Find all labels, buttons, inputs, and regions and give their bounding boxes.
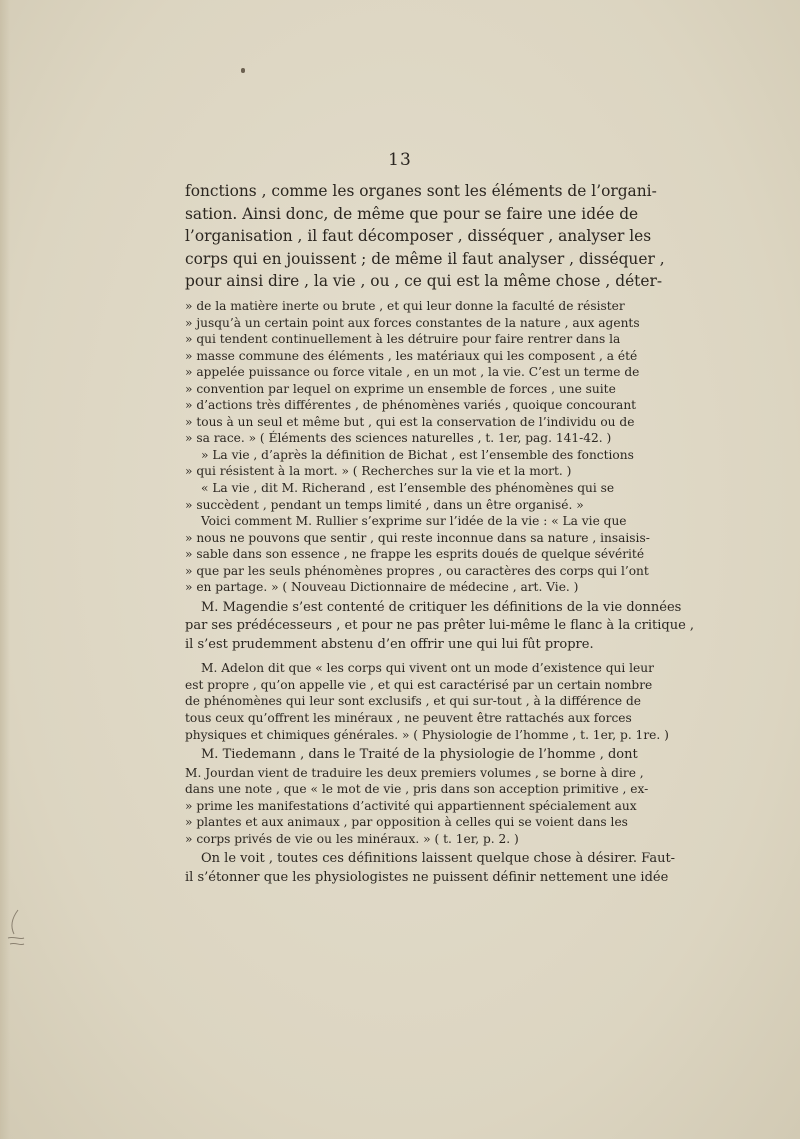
note-line: » sa race. » ( Éléments des sciences naturelles , t. 1er, pag. 141-42. ) (185, 431, 612, 446)
main-line: corps qui en jouissent ; de même il faut analyser , disséquer , (185, 249, 665, 268)
note-line: » tous à un seul et même but , qui est la conservation de l’individu ou de (185, 414, 635, 429)
note-line: M. Tiedemann , dans le Traité de la physiologie de l’homme , dont (201, 747, 638, 763)
note-line: est propre , qu’on appelle vie , et qui est caractérisé par un certain nombre (185, 677, 653, 692)
note-line: » corps privés de vie ou les minéraux. » ( t. 1er, p. 2. ) (185, 831, 519, 846)
note-line: » plantes et aux animaux , par opposition à celles qui se voient dans les (185, 815, 628, 830)
note-line: » prime les manifestations d’activité qui appartiennent spécialement aux (185, 798, 637, 813)
note-line: » qui résistent à la mort. » ( Recherches sur la vie et la mort. ) (185, 464, 572, 479)
note-line: tous ceux qu’offrent les minéraux , ne peuvent être rattachés aux forces (185, 710, 632, 725)
note-line: » d’actions très différentes , de phénomènes variés , quoique concourant (185, 398, 637, 413)
note-line: » appelée puissance ou force vitale , en un mot , la vie. C’est un terme de (185, 365, 640, 380)
note-line: » que par les seuls phénomènes propres , ou caractères des corps qui l’ont (185, 563, 649, 578)
note-line: » jusqu’à un certain point aux forces constantes de la nature , aux agents (185, 315, 640, 330)
main-text (185, 180, 665, 293)
note-line: par ses prédécesseurs , et pour ne pas prêter lui-même le flanc à la critique , (185, 618, 695, 634)
note-line: Voici comment M. Rullier s’exprime sur l’idée de la vie : « La vie que (201, 514, 627, 529)
main-line: sation. Ainsi donc, de même que pour se faire une idée de (185, 204, 639, 223)
note-line: il s’étonner que les physiologistes ne puissent définir nettement une idée (185, 869, 669, 885)
page-fold-shadow (0, 0, 10, 1139)
main-line: fonctions , comme les organes sont les éléments de l’organi- (185, 182, 657, 200)
note-line: il s’est prudemment abstenu d’en offrir une qui lui fût propre. (185, 636, 594, 652)
note-line: » sable dans son essence , ne frappe les esprits doués de quelque sévérité (185, 547, 645, 562)
note-line: « La vie , dit M. Richerand , est l’ensemble des phénomènes qui se (201, 481, 615, 496)
note-line: » qui tendent continuellement à les détruire pour faire rentrer dans la (185, 332, 621, 347)
note-line: » succèdent , pendant un temps limité , dans un être organisé. » (185, 497, 584, 512)
note-line: dans une note , que « le mot de vie , pris dans son acception primitive , ex- (185, 782, 649, 797)
footnote-text (185, 298, 695, 887)
note-line: de phénomènes qui leur sont exclusifs , et qui sur-tout , à la différence de (185, 694, 642, 709)
note-line: physiques et chimiques générales. » ( Physiologie de l’homme , t. 1er, p. 1re. ) (185, 727, 669, 742)
ink-speck (241, 68, 245, 73)
note-line: » masse commune des éléments , les matériaux qui les composent , a été (185, 348, 638, 363)
main-line: pour ainsi dire , la vie , ou , ce qui est la même chose , déter- (185, 272, 663, 290)
margin-pencil-mark (4, 908, 26, 948)
note-line: » en partage. » ( Nouveau Dictionnaire de médecine , art. Vie. ) (185, 580, 579, 595)
main-line: l’organisation , il faut décomposer , disséquer , analyser les (185, 227, 652, 245)
note-line: » de la matière inerte ou brute , et qui leur donne la faculté de résister (185, 299, 625, 313)
note-line: » convention par lequel on exprime un ensemble de forces , une suite (185, 381, 616, 396)
note-line: » nous ne pouvons que sentir , qui reste inconnue dans sa nature , insaisis- (185, 530, 650, 545)
note-line: » La vie , d’après la définition de Bichat , est l’ensemble des fonctions (201, 447, 634, 462)
note-line: M. Adelon dit que « les corps qui vivent ont un mode d’existence qui leur (201, 661, 654, 676)
page-number: 13 (388, 150, 412, 170)
note-line: On le voit , toutes ces définitions laissent quelque chose à désirer. Faut- (201, 851, 676, 867)
note-line: M. Jourdan vient de traduire les deux premiers volumes , se borne à dire , (185, 765, 644, 780)
note-line: M. Magendie s’est contenté de critiquer les définitions de la vie données (201, 599, 682, 615)
